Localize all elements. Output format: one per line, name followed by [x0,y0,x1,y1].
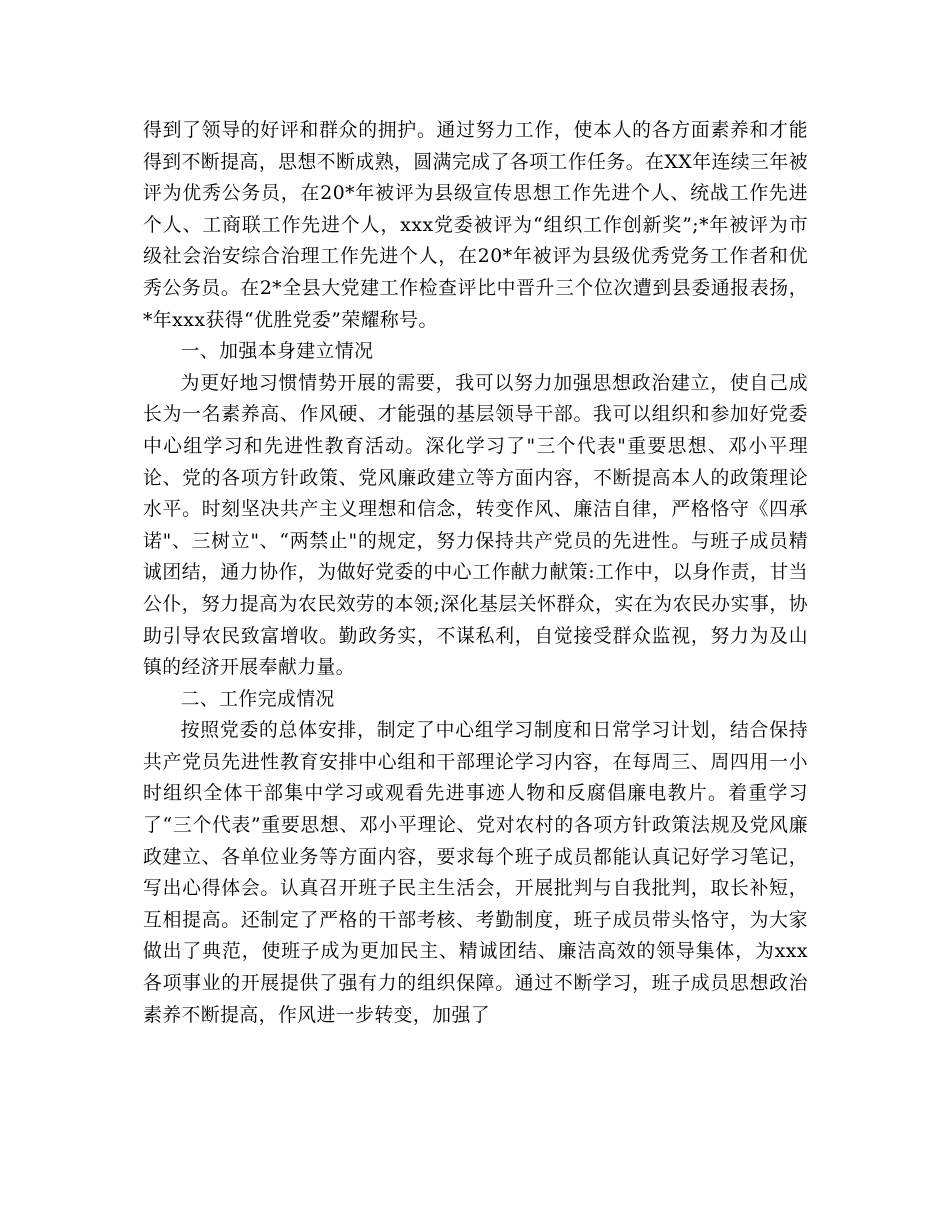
section-heading-work-completion: 二、工作完成情况 [180,688,335,710]
paragraph-self-building: 为更好地习惯情势开展的需要，我可以努力加强思想政治建立，使自己成长为一名素养高、作风硬、才能强的基层领导干部。我可以组织和参加好党委中心组学习和先进性教育活动。深化学习了"三个代表"重要思想、邓小平理论、党的各项方针政策、党风廉政建立等方面内容，不断提高本人的政策理论水平。时刻坚决共产主义理想和信念，转变作风、廉洁自律，严格恪守《四承诺"、三树立"、“两禁止"的规定，努力保持共产党员的先进性。与班子成员精诚团结，通力协作，为做好党委的中心工作献力献策:工作中，以身作责，甘当公仆，努力提高为农民效劳的本领;深化基层关怀群众，实在为农民办实事，协助引导农民致富增收。勤政务实，不谋私利，自觉接受群众监视，努力为及山镇的经济开展奉献力量。 [143,372,808,679]
paragraph-work-completion: 按照党委的总体安排，制定了中心组学习制度和日常学习计划，结合保持共产党员先进性教育安排中心组和干部理论学习内容，在每周三、周四用一小时组织全体干部集中学习或观看先进事迹人物和反腐倡廉电教片。着重学习了“三个代表”重要思想、邓小平理论、党对农村的各项方针政策法规及党风廉政建立、各单位业务等方面内容，要求每个班子成员都能认真记好学习笔记，写出心得体会。认真召开班子民主生活会，开展批判与自我批判，取长补短，互相提高。还制定了严格的干部考核、考勤制度，班子成员带头恪守，为大家做出了典范，使班子成为更加民主、精诚团结、廉洁高效的领导集体，为xxx各项事业的开展提供了强有力的组织保障。通过不断学习，班子成员思想政治素养不断提高，作风进一步转变，加强了 [143,720,808,1026]
document-page [143,115,808,1031]
paragraph-continuation: 得到了领导的好评和群众的拥护。通过努力工作，使本人的各方面素养和才能得到不断提高，思想不断成熟，圆满完成了各项工作任务。在XX年连续三年被评为优秀公务员，在20*年被评为县级宣传思想工作先进个人、统战工作先进个人、工商联工作先进个人，xxx党委被评为“组织工作创新奖”;*年被评为市级社会治安综合治理工作先进个人，在20*年被评为县级优秀党务工作者和优秀公务员。在2*全县大党建工作检查评比中晋升三个位次遭到县委通报表扬，*年xxx获得“优胜党委”荣耀称号。 [143,120,808,331]
section-heading-self-building: 一、加强本身建立情况 [180,341,374,363]
